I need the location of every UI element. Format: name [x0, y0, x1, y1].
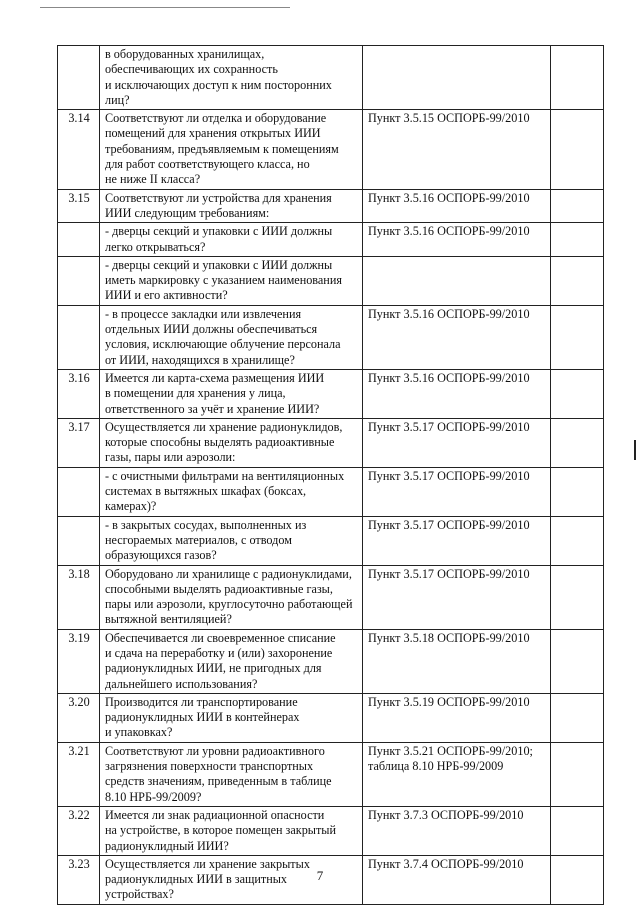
requirement-text: Оборудовано ли хранилище с радионуклидами, способными выделять радиоактивные газы, пары или аэрозоли, круглосуточно работающей вытяжной вентиляцией?	[100, 565, 363, 629]
mark-cell	[551, 46, 604, 110]
mark-cell	[551, 110, 604, 189]
table-row	[58, 742, 604, 806]
item-number: 3.17	[58, 418, 100, 467]
requirement-text: Соответствуют ли уровни радиоактивного загрязнения поверхности транспортных средств значениям, приведенным в таблице 8.10 НРБ-99/2009?	[100, 742, 363, 806]
regulation-reference	[363, 256, 551, 305]
item-number	[58, 305, 100, 369]
item-number: 3.23	[58, 855, 100, 904]
regulation-reference: Пункт 3.5.15 ОСПОРБ-99/2010	[363, 110, 551, 189]
item-number	[58, 516, 100, 565]
mark-cell	[551, 467, 604, 516]
requirement-text: - в процессе закладки или извлечения отдельных ИИИ должны обеспечиваться условия, исключающие облучение персонала от ИИИ, находящихся в хранилище?	[100, 305, 363, 369]
item-number: 3.19	[58, 629, 100, 693]
table-row	[58, 467, 604, 516]
requirement-text: Соответствуют ли устройства для хранения ИИИ следующим требованиям:	[100, 189, 363, 223]
mark-cell	[551, 189, 604, 223]
item-number	[58, 223, 100, 257]
regulation-reference: Пункт 3.5.16 ОСПОРБ-99/2010	[363, 189, 551, 223]
table-row	[58, 629, 604, 693]
scan-top-rule	[40, 7, 290, 8]
page-number: 7	[316, 868, 324, 883]
table-row	[58, 46, 604, 110]
item-number: 3.14	[58, 110, 100, 189]
table-row	[58, 256, 604, 305]
table-row	[58, 516, 604, 565]
checklist-body	[58, 46, 604, 905]
mark-cell	[551, 256, 604, 305]
item-number	[58, 256, 100, 305]
table-row	[58, 369, 604, 418]
item-number: 3.20	[58, 693, 100, 742]
regulation-reference: Пункт 3.5.17 ОСПОРБ-99/2010	[363, 467, 551, 516]
requirement-text: Осуществляется ли хранение радионуклидов, которые способны выделять радиоактивные газы, пары или аэрозоли:	[100, 418, 363, 467]
regulation-reference: Пункт 3.5.16 ОСПОРБ-99/2010	[363, 305, 551, 369]
requirement-text: Имеется ли знак радиационной опасности на устройстве, в которое помещен закрытый радионуклидный ИИИ?	[100, 806, 363, 855]
mark-cell	[551, 223, 604, 257]
requirement-text: Производится ли транспортирование радионуклидных ИИИ в контейнерах и упаковках?	[100, 693, 363, 742]
requirement-text: - дверцы секций и упаковки с ИИИ должны легко открываться?	[100, 223, 363, 257]
regulation-reference: Пункт 3.5.17 ОСПОРБ-99/2010	[363, 565, 551, 629]
regulation-reference: Пункт 3.5.19 ОСПОРБ-99/2010	[363, 693, 551, 742]
regulation-reference	[363, 46, 551, 110]
item-number: 3.21	[58, 742, 100, 806]
table-row	[58, 305, 604, 369]
table-row	[58, 189, 604, 223]
requirement-text: Имеется ли карта-схема размещения ИИИ в помещении для хранения у лица, ответственного за учёт и хранение ИИИ?	[100, 369, 363, 418]
requirement-text: Обеспечивается ли своевременное списание и сдача на переработку и (или) захоронение радионуклидных ИИИ, не пригодных для дальнейшего использования?	[100, 629, 363, 693]
regulation-reference: Пункт 3.5.16 ОСПОРБ-99/2010	[363, 369, 551, 418]
regulation-reference: Пункт 3.5.21 ОСПОРБ-99/2010; таблица 8.10 НРБ-99/2009	[363, 742, 551, 806]
item-number: 3.16	[58, 369, 100, 418]
mark-cell	[551, 369, 604, 418]
mark-cell	[551, 742, 604, 806]
table-row	[58, 806, 604, 855]
item-number: 3.15	[58, 189, 100, 223]
table-row	[58, 418, 604, 467]
regulation-reference: Пункт 3.5.17 ОСПОРБ-99/2010	[363, 516, 551, 565]
table-row	[58, 693, 604, 742]
requirement-text: Осуществляется ли хранение закрытых радионуклидных ИИИ в защитных устройствах?	[100, 855, 363, 904]
regulation-reference: Пункт 3.5.18 ОСПОРБ-99/2010	[363, 629, 551, 693]
regulation-reference: Пункт 3.7.4 ОСПОРБ-99/2010	[363, 855, 551, 904]
regulation-reference: Пункт 3.5.16 ОСПОРБ-99/2010	[363, 223, 551, 257]
mark-cell	[551, 305, 604, 369]
requirement-text: - дверцы секций и упаковки с ИИИ должны иметь маркировку с указанием наименования ИИИ и его активности?	[100, 256, 363, 305]
checklist-table	[57, 45, 604, 905]
table-row	[58, 223, 604, 257]
mark-cell	[551, 693, 604, 742]
scan-edge-mark	[634, 440, 636, 460]
item-number	[58, 467, 100, 516]
item-number: 3.22	[58, 806, 100, 855]
requirement-text: - в закрытых сосудах, выполненных из несгораемых материалов, с отводом образующихся газов?	[100, 516, 363, 565]
item-number: 3.18	[58, 565, 100, 629]
mark-cell	[551, 418, 604, 467]
requirement-text: в оборудованных хранилищах, обеспечивающих их сохранность и исключающих доступ к ним посторонних лиц?	[100, 46, 363, 110]
requirement-text: Соответствуют ли отделка и оборудование помещений для хранения открытых ИИИ требованиям, предъявляемым к помещениям для работ соответствующего класса, но не ниже II класса?	[100, 110, 363, 189]
regulation-reference: Пункт 3.5.17 ОСПОРБ-99/2010	[363, 418, 551, 467]
table-row	[58, 110, 604, 189]
regulation-reference: Пункт 3.7.3 ОСПОРБ-99/2010	[363, 806, 551, 855]
mark-cell	[551, 806, 604, 855]
mark-cell	[551, 516, 604, 565]
mark-cell	[551, 629, 604, 693]
mark-cell	[551, 565, 604, 629]
requirement-text: - с очистными фильтрами на вентиляционных системах в вытяжных шкафах (боксах, камерах)?	[100, 467, 363, 516]
table-row	[58, 565, 604, 629]
item-number	[58, 46, 100, 110]
